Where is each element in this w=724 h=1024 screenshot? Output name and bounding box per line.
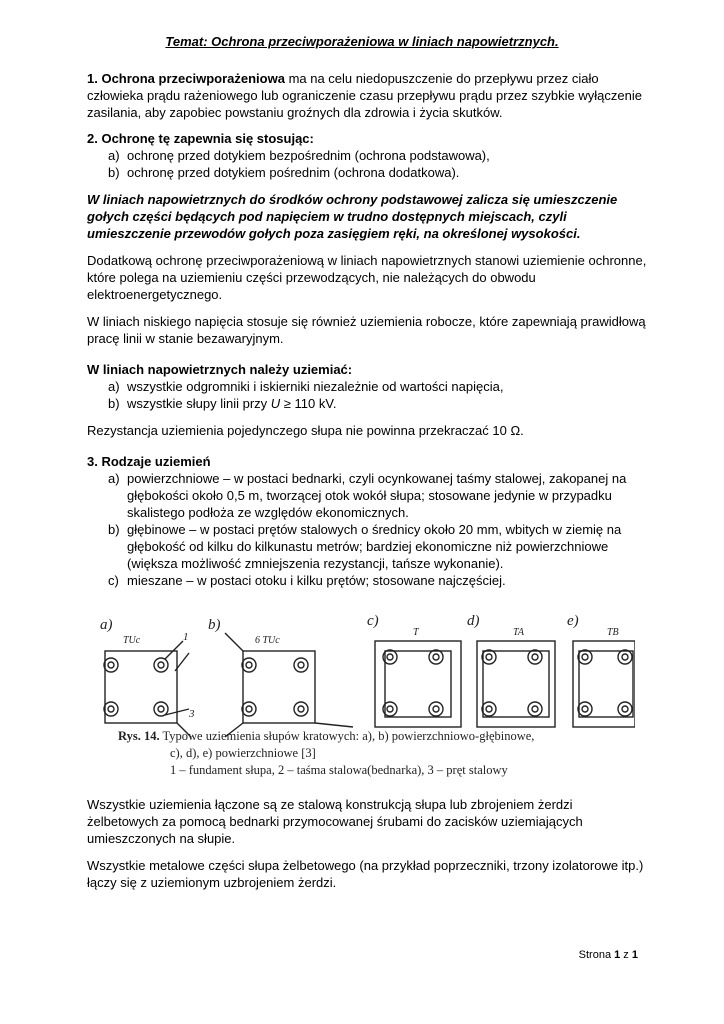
earthing-requirements <box>87 361 647 412</box>
resistance-paragraph <box>87 422 647 439</box>
callout-1: 1 <box>183 631 189 643</box>
list-item-label: b) <box>108 522 120 537</box>
list-item <box>87 470 647 521</box>
figure-type-e: TB <box>607 627 619 638</box>
list-item-text: ochronę przed dotykiem pośrednim (ochrona dodatkowa). <box>127 165 460 180</box>
footer-mid: z <box>620 949 632 961</box>
figure-label-b: b) <box>208 617 221 633</box>
additional-protection-paragraph <box>87 252 647 303</box>
additional-protection-text: Dodatkową ochronę przeciwporażeniową w liniach napowietrznych stanowi uziemienie ochronne, które polega na uziemieniu części przewodzących, nie należących do obwodu elektroenergetycznego. <box>87 253 647 302</box>
earthing-requirements-heading: W liniach napowietrznych należy uziemiać: <box>87 362 353 377</box>
figure-caption <box>118 728 534 779</box>
footer-page: 1 <box>614 949 621 961</box>
list-item-text: mieszane – w postaci otoku i kilku prętów; stosowane najczęściej. <box>127 573 506 588</box>
bonding-text: Wszystkie uziemienia łączone są ze stalową konstrukcją słupa lub zbrojeniem żerdzi żelbetowych za pomocą bednarki przymocowanej śrubami do zacisków uziemiających umieszczonych na słupie. <box>87 797 583 846</box>
tower-a-foundations <box>104 658 168 716</box>
list-item-text: głębinowe – w postaci prętów stalowych o średnicy około 20 mm, wbitych w ziemię na głębokość od kilku do kilkunastu metrów; bardziej ekonomiczne niż powierzchniowe (większa możliwość zmniejszenia rezystancji, tańsze wykonanie). <box>127 522 622 571</box>
section-3-heading: 3. Rodzaje uziemień <box>87 454 211 469</box>
list-item <box>87 378 647 395</box>
tower-e-foundations <box>578 650 632 716</box>
tower-a-footprint <box>105 651 177 723</box>
bonding-paragraph <box>87 796 647 847</box>
footer-prefix: Strona <box>578 949 615 961</box>
figure-type-a: TUc <box>123 635 141 646</box>
working-earthing-text: W liniach niskiego napięcia stosuje się również uziemienia robocze, które zapewniają prawidłową pracę linii w stanie bezawaryjnym. <box>87 314 646 346</box>
figure-type-c: T <box>413 627 419 638</box>
figure-caption-line-1: Typowe uziemienia słupów kratowych: a), b) powierzchniowo-głębinowe, <box>162 729 535 743</box>
list-item-text: ≥ 110 kV. <box>280 396 337 411</box>
figure-caption-number: Rys. 14. <box>118 729 160 743</box>
ground-rod-b1 <box>225 633 243 651</box>
resistance-text: Rezystancja uziemienia pojedynczego słupa nie powinna przekraczać 10 Ω. <box>87 423 524 438</box>
metal-parts-paragraph <box>87 857 647 891</box>
figure-type-b: 6 TUc <box>255 635 280 646</box>
figure-label-e: e) <box>567 613 579 629</box>
list-item-text: powierzchniowe – w postaci bednarki, czyli ocynkowanej taśmy stalowej, zakopanej na głębokości około 0,5 m, tworzącej otok wokół słupa; stosowane jedynie w przypadku skalistego podłoża ze względów ekonomicznych. <box>127 471 627 520</box>
ground-rod-b2 <box>315 723 353 727</box>
earthing-requirements-list <box>87 378 647 412</box>
section-2-list <box>87 147 647 181</box>
list-item-text: wszystkie słupy linii przy <box>127 396 271 411</box>
section-1 <box>87 70 647 121</box>
figure-label-d: d) <box>467 613 480 629</box>
section-3-list <box>87 470 647 589</box>
section-3 <box>87 453 647 589</box>
tower-c-foundations <box>383 650 443 716</box>
tower-d-base <box>483 651 549 717</box>
metal-parts-text: Wszystkie metalowe części słupa żelbetowego (na przykład poprzeczniki, trzony izolatorowe itp.) łączy się z uziemionym uzbrojeniem żerdzi. <box>87 858 644 890</box>
tower-c-footprint <box>375 641 461 727</box>
working-earthing-paragraph <box>87 313 647 347</box>
tower-b-footprint <box>243 651 315 723</box>
list-item-label: c) <box>108 573 119 588</box>
section-2-heading: 2. Ochronę tę zapewnia się stosując: <box>87 131 314 146</box>
list-item-text: ochronę przed dotykiem bezpośrednim (ochrona podstawowa), <box>127 148 490 163</box>
list-item-label: b) <box>108 165 120 180</box>
list-item <box>87 521 647 572</box>
callout-1-line <box>165 641 183 659</box>
document-title: Temat: Ochrona przeciwporażeniowa w liniach napowietrznych. <box>165 34 559 49</box>
footer-total: 1 <box>631 949 638 961</box>
voltage-symbol: U <box>270 396 281 411</box>
list-item-label: a) <box>108 471 120 486</box>
list-item-label: a) <box>108 148 120 163</box>
figure-caption-line-2: c), d), e) powierzchniowe [3] <box>170 746 316 760</box>
section-1-paragraph <box>87 70 647 121</box>
figure-label-c: c) <box>367 613 379 629</box>
list-item-label: a) <box>108 379 120 394</box>
page-number-footer <box>579 949 638 961</box>
figure-label-a: a) <box>100 617 113 633</box>
section-1-text: ma na celu niedopuszczenie do przepływu przez ciało człowieka prądu rażeniowego lub ograniczenie czasu przepływu prądu przez szybkie wyłączenie zasilania, aby zapobiec powstaniu groźnych dla zdrowia i życia skutków. <box>87 71 642 120</box>
figure-caption-line-3: 1 – fundament słupa, 2 – taśma stalowa(bednarka), 3 – pręt stalowy <box>170 763 508 777</box>
basic-protection-text: W liniach napowietrznych do środków ochrony podstawowej zalicza się umieszczenie gołych części będących pod napięciem w trudno dostępnych miejscach, czyli umieszczenie przewodów gołych poza zasięgiem ręki, na określonej wysokości. <box>87 192 618 241</box>
list-item <box>87 147 647 164</box>
callout-3: 3 <box>189 708 195 720</box>
section-1-heading: 1. Ochrona przeciwporażeniowa <box>87 71 285 86</box>
basic-protection-paragraph <box>87 191 647 242</box>
tower-d-foundations <box>482 650 542 716</box>
section-2 <box>87 130 647 181</box>
figure-type-d: TA <box>513 627 524 638</box>
list-item <box>87 164 647 181</box>
tower-b-foundations <box>242 658 308 716</box>
list-item-label: b) <box>108 396 120 411</box>
list-item-text: wszystkie odgromniki i iskierniki niezależnie od wartości napięcia, <box>127 379 504 394</box>
list-item <box>87 395 647 412</box>
